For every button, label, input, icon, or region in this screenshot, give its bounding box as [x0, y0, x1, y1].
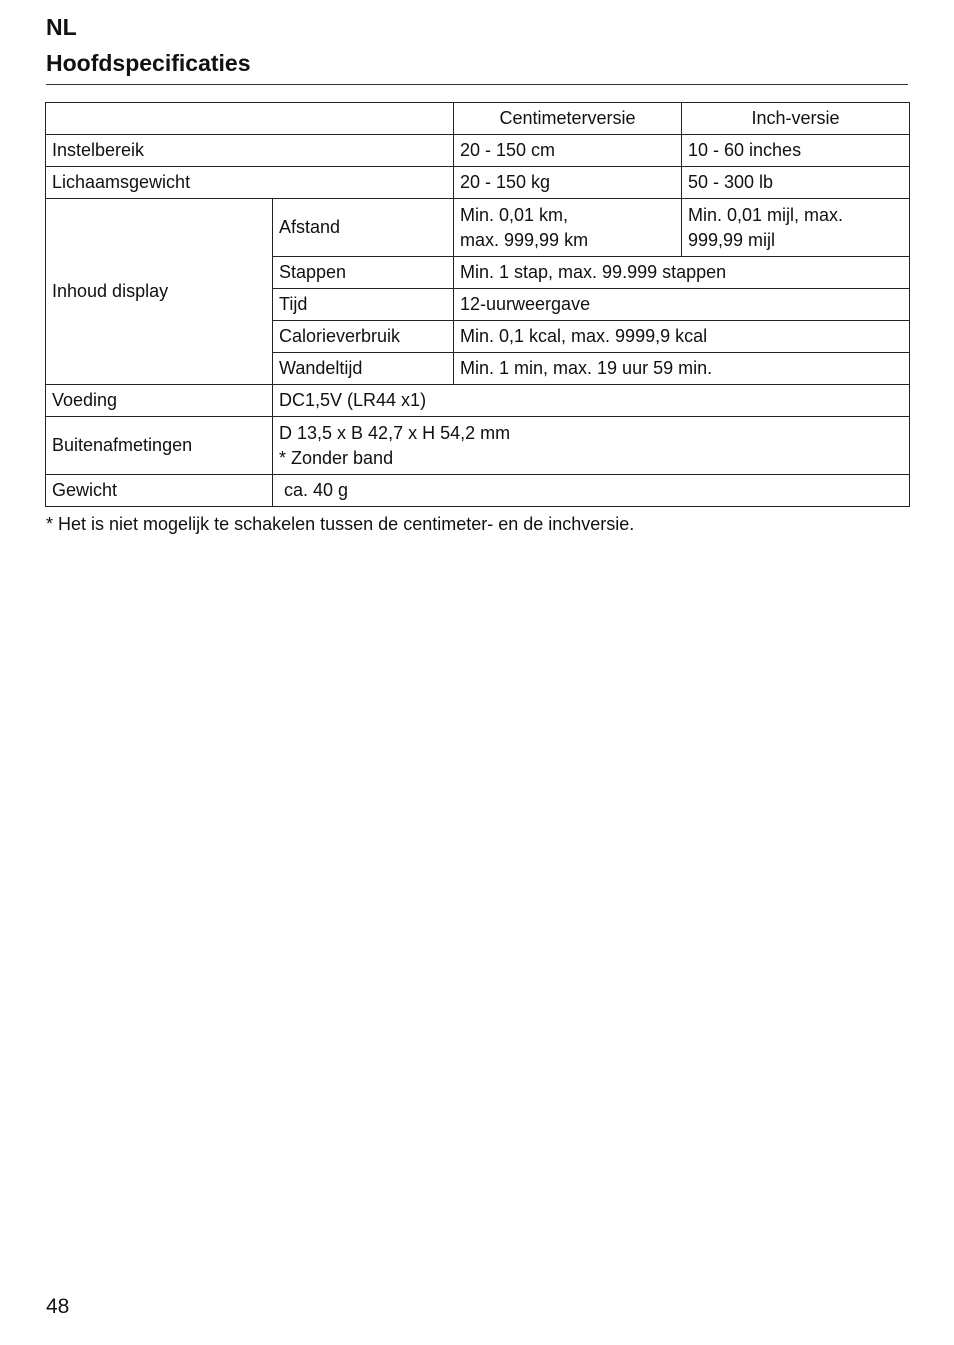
afstand-inch-value: [682, 199, 910, 257]
stappen-value: Min. 1 stap, max. 99.999 stappen: [454, 257, 910, 289]
calorieverbruik-value: Min. 0,1 kcal, max. 9999,9 kcal: [454, 321, 910, 353]
page-title: Hoofdspecificaties: [46, 50, 251, 76]
header-empty-cell: [46, 103, 454, 135]
sub-label-tijd: Tijd: [273, 289, 454, 321]
afstand-inch-line2: 999,99 mijl: [688, 229, 776, 250]
footnote: * Het is niet mogelijk te schakelen tussen de centimeter- en de inchversie.: [46, 514, 635, 534]
afstand-cm-line1: Min. 0,01 km,: [460, 204, 569, 225]
buitenafmetingen-value: [273, 417, 910, 475]
row-label-inhoud-display: Inhoud display: [46, 199, 273, 385]
gewicht-value: ca. 40 g: [273, 475, 910, 507]
sub-label-afstand: Afstand: [273, 199, 454, 257]
row-label-instelbereik: Instelbereik: [46, 135, 454, 167]
specifications-table: [45, 102, 910, 507]
afstand-inch-line1: Min. 0,01 mijl, max.: [688, 204, 844, 225]
lichaamsgewicht-inch-value: 50 - 300 lb: [682, 167, 910, 199]
row-label-gewicht: Gewicht: [46, 475, 273, 507]
page-number: 48: [46, 1295, 70, 1318]
table-row-instelbereik: [46, 135, 910, 167]
row-label-lichaamsgewicht: Lichaamsgewicht: [46, 167, 454, 199]
wandeltijd-value: Min. 1 min, max. 19 uur 59 min.: [454, 353, 910, 385]
sub-label-wandeltijd: Wandeltijd: [273, 353, 454, 385]
row-label-voeding: Voeding: [46, 385, 273, 417]
table-row-gewicht: [46, 475, 910, 507]
table-row-buitenafmetingen: [46, 417, 910, 475]
buitenafmetingen-line1: D 13,5 x B 42,7 x H 54,2 mm: [279, 422, 511, 443]
table-row-afstand: [46, 199, 910, 257]
afstand-cm-value: [454, 199, 682, 257]
buitenafmetingen-line2: * Zonder band: [279, 447, 394, 468]
language-code: NL: [46, 14, 77, 40]
voeding-value: DC1,5V (LR44 x1): [273, 385, 910, 417]
lichaamsgewicht-cm-value: 20 - 150 kg: [454, 167, 682, 199]
table-row-lichaamsgewicht: [46, 167, 910, 199]
instelbereik-cm-value: 20 - 150 cm: [454, 135, 682, 167]
sub-label-calorieverbruik: Calorieverbruik: [273, 321, 454, 353]
row-label-buitenafmetingen: Buitenafmetingen: [46, 417, 273, 475]
title-divider: [46, 84, 908, 85]
tijd-value: 12-uurweergave: [454, 289, 910, 321]
instelbereik-inch-value: 10 - 60 inches: [682, 135, 910, 167]
header-centimeter-version: Centimeterversie: [454, 103, 682, 135]
sub-label-stappen: Stappen: [273, 257, 454, 289]
afstand-cm-line2: max. 999,99 km: [460, 229, 589, 250]
table-row-voeding: [46, 385, 910, 417]
table-header-row: [46, 103, 910, 135]
header-inch-version: Inch-versie: [682, 103, 910, 135]
